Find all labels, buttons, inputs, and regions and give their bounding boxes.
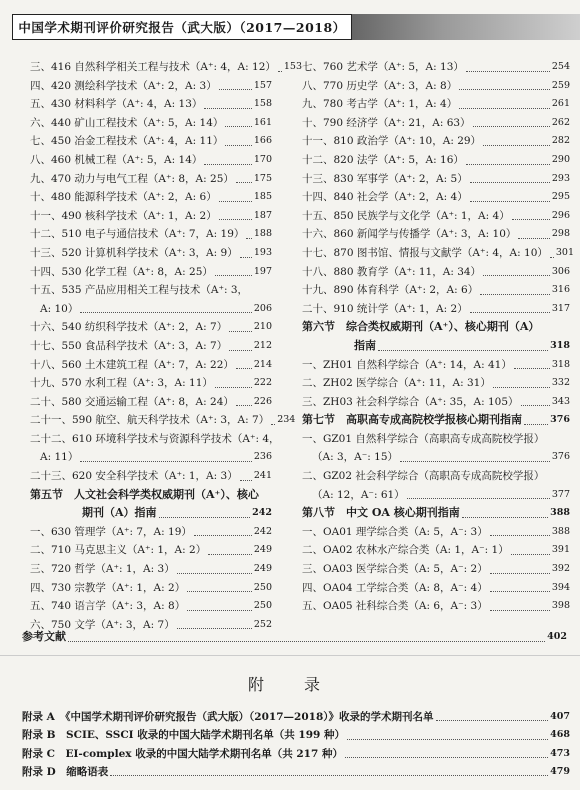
toc-entry-title: 二十二、610 环境科学技术与资源科学技术（A⁺: 4，	[30, 432, 280, 445]
leader-dots	[524, 424, 548, 425]
toc-entry-page: 318	[551, 358, 570, 370]
toc-entry[interactable]	[30, 188, 272, 207]
toc-entry-title: 第七节 高职高专成高院校学报核心期刊指南	[302, 413, 522, 427]
toc-entry-title: 十八、880 教育学（A⁺: 11，A: 34）	[302, 265, 482, 278]
toc-entry-page: 343	[551, 395, 570, 407]
header-title: 中国学术期刊评价研究报告（武大版）（2017—2018）	[18, 20, 346, 35]
toc-entry-page: 234	[277, 414, 296, 426]
toc-entry-title: 第五节 人文社会科学类权威期刊（A⁺）、核心	[30, 487, 259, 501]
leader-dots	[208, 554, 252, 555]
toc-entry-page: 262	[551, 116, 570, 128]
toc-entry-page: 241	[253, 470, 272, 482]
leader-dots	[236, 368, 252, 369]
toc-entry-title: A: 10）	[40, 302, 79, 315]
toc-entry-page: 185	[253, 191, 272, 203]
toc-entry-page: 236	[253, 451, 272, 463]
toc-entry-page: 166	[253, 135, 272, 147]
leader-dots	[345, 757, 548, 758]
toc-entry-page: 298	[551, 228, 570, 240]
leader-dots	[470, 201, 550, 202]
leader-dots	[550, 257, 554, 258]
toc-entry-title: 八、770 历史学（A⁺: 3，A: 8）	[302, 79, 458, 92]
toc-entry[interactable]	[302, 300, 570, 319]
toc-entry-title: 二十三、620 安全科学技术（A⁺: 1，A: 3）	[30, 470, 238, 483]
toc-entry-page: 377	[551, 488, 570, 500]
leader-dots	[490, 535, 550, 536]
toc-entry-page: 293	[551, 172, 570, 184]
leader-dots	[204, 164, 251, 165]
leader-dots	[470, 312, 550, 313]
toc-entry[interactable]	[302, 541, 570, 560]
toc-entry[interactable]	[30, 58, 303, 77]
header-band	[352, 14, 580, 40]
toc-entry-page: 175	[253, 172, 272, 184]
toc-entry-page: 249	[253, 563, 272, 575]
toc-entry-page: 249	[253, 544, 272, 556]
toc-entry-title: 十一、810 政治学（A⁺: 10，A: 29）	[302, 135, 482, 148]
toc-entry[interactable]	[30, 523, 272, 542]
divider	[0, 655, 580, 656]
toc-entry[interactable]	[302, 170, 570, 189]
toc-entry-title: 十、790 经济学（A⁺: 21，A: 63）	[302, 116, 471, 129]
toc-entry-page: 388	[550, 507, 570, 519]
leader-dots	[436, 720, 549, 721]
toc-entry-title: 十六、540 纺织科学技术（A⁺: 2，A: 7）	[30, 321, 228, 334]
leader-dots	[271, 424, 275, 425]
toc-left-column	[30, 58, 303, 634]
toc-entry-title: 二十一、590 航空、航天科学技术（A⁺: 3，A: 7）	[30, 414, 270, 427]
toc-entry[interactable]	[302, 579, 570, 598]
toc-entry[interactable]	[302, 281, 570, 300]
toc-entry-page: 250	[253, 581, 272, 593]
toc-entry-title: 十四、530 化学工程（A⁺: 8，A: 25）	[30, 265, 213, 278]
toc-entry-page: 153	[283, 61, 303, 72]
toc-entry[interactable]	[302, 356, 570, 375]
toc-entry-page: 214	[253, 358, 272, 370]
leader-dots	[194, 535, 252, 536]
toc-entry[interactable]	[30, 411, 296, 430]
toc-entry-page: 187	[253, 209, 272, 221]
toc-entry[interactable]	[30, 356, 272, 375]
toc-entry-page: 301	[555, 246, 575, 258]
leader-dots	[483, 275, 550, 276]
toc-entry[interactable]	[302, 467, 570, 486]
toc-entry-page: 407	[550, 711, 570, 722]
toc-entry-title: 第八节 中文 OA 核心期刊指南	[302, 506, 460, 520]
toc-right-column	[302, 58, 575, 616]
toc-entry-title: 二、ZH02 医学综合（A⁺: 11，A: 31）	[302, 377, 491, 390]
leader-dots	[219, 89, 252, 90]
toc-entry-page: 391	[551, 544, 570, 556]
toc-entry-page: 161	[253, 116, 272, 128]
toc-entry[interactable]	[30, 132, 272, 151]
toc-entry-title: 指南	[354, 338, 376, 352]
leader-dots	[219, 219, 252, 220]
toc-entry-page: 306	[551, 265, 570, 277]
toc-entry[interactable]	[302, 244, 575, 263]
toc-entry-title: 七、760 艺术学（A⁺: 5，A: 13）	[302, 61, 464, 73]
toc-entry[interactable]	[302, 560, 570, 579]
toc-entry[interactable]	[302, 207, 570, 226]
toc-entry[interactable]	[302, 188, 570, 207]
toc-entry[interactable]	[30, 281, 272, 300]
toc-entry-title: 八、460 机械工程（A⁺: 5，A: 14）	[30, 153, 203, 166]
toc-entry-page: 212	[253, 339, 272, 351]
leader-dots	[246, 238, 251, 239]
toc-entry[interactable]	[30, 560, 272, 579]
toc-entry-title: 第六节 综合类权威期刊（A⁺）、核心期刊（A）	[302, 320, 540, 334]
toc-entry[interactable]	[22, 763, 570, 781]
references-page: 402	[547, 631, 567, 642]
toc-entry-title: 附录 B SCIE、SSCI 收录的中国大陆学术期刊名单（共 199 种）	[22, 729, 345, 742]
toc-entry-title: 三、720 哲学（A⁺: 1，A: 3）	[30, 563, 175, 576]
toc-entry-title: 附录 C EI-complex 收录的中国大陆学术期刊名单（共 217 种）	[22, 747, 343, 760]
leader-dots	[490, 610, 550, 611]
toc-entry-title: 一、630 管理学（A⁺: 7，A: 19）	[30, 525, 192, 538]
toc-entry-title: 二十、580 交通运输工程（A⁺: 8，A: 24）	[30, 395, 234, 408]
toc-entry-title: （A: 3，A⁻: 15）	[312, 451, 398, 464]
leader-dots	[518, 238, 549, 239]
toc-entry-page: 250	[253, 600, 272, 612]
toc-entry-title: 二、710 马克思主义（A⁺: 1，A: 2）	[30, 544, 207, 557]
toc-entry-page: 252	[253, 618, 272, 630]
toc-entry-page: 376	[551, 451, 570, 463]
toc-entry[interactable]	[30, 77, 272, 96]
toc-entry-page: 473	[550, 747, 570, 759]
toc-entry-page: 318	[550, 339, 570, 351]
toc-entry-page: 392	[551, 563, 570, 575]
toc-entry-title: 二、OA02 农林水产综合类（A: 1，A⁻: 1）	[302, 544, 509, 557]
toc-entry-title: 十五、535 产品应用相关工程与技术（A⁺: 3，	[30, 284, 249, 297]
toc-entry[interactable]	[22, 726, 570, 744]
toc-entry[interactable]	[30, 207, 272, 226]
toc-entry[interactable]	[302, 114, 570, 133]
toc-entry-page: 388	[551, 525, 570, 537]
toc-entry-page: 296	[551, 209, 570, 221]
leader-dots	[462, 517, 548, 518]
leader-dots	[470, 182, 550, 183]
toc-entry[interactable]	[302, 225, 570, 244]
toc-entry-page: 170	[253, 153, 272, 165]
leader-dots	[490, 573, 550, 574]
toc-entry-title: 十七、870 图书馆、情报与文献学（A⁺: 4，A: 10）	[302, 246, 548, 259]
toc-entry-title: 十一、490 核科学技术（A⁺: 1，A: 2）	[30, 209, 217, 222]
toc-entry-page: 242	[252, 507, 272, 519]
toc-entry-page: 282	[551, 135, 570, 147]
toc-entry-title: 二、GZ02 社会科学综合（高职高专成高院校学报）	[302, 470, 545, 483]
toc-entry[interactable]	[302, 95, 570, 114]
toc-entry-title: 五、OA05 社科综合类（A: 6，A⁻: 3）	[302, 600, 488, 613]
toc-entry-title: 十、480 能源科学技术（A⁺: 2，A: 6）	[30, 191, 217, 204]
toc-entry[interactable]	[30, 114, 272, 133]
toc-entry-title: 期刊（A）指南	[82, 506, 157, 520]
appendix-title: 附 录	[247, 675, 332, 694]
toc-entry[interactable]	[302, 597, 570, 616]
leader-dots	[219, 201, 252, 202]
toc-entry-page: 254	[551, 61, 570, 72]
leader-dots	[80, 312, 252, 313]
toc-entry-title: 二十、910 统计学（A⁺: 1，A: 2）	[302, 302, 468, 315]
leader-dots	[177, 573, 252, 574]
leader-dots	[521, 405, 550, 406]
toc-entry[interactable]	[30, 263, 272, 282]
toc-entry-page: 157	[253, 79, 272, 91]
leader-dots	[110, 775, 548, 776]
toc-entry[interactable]	[302, 430, 570, 449]
toc-entry-title: （A: 12，A⁻: 61）	[312, 488, 405, 501]
leader-dots	[347, 739, 548, 740]
toc-entry-title: 附录 A 《中国学术期刊评价研究报告（武大版）（2017—2018）》收录的学术期刊名单	[22, 711, 434, 723]
toc-entry[interactable]	[30, 393, 272, 412]
toc-entry-title: 七、450 冶金工程技术（A⁺: 4，A: 11）	[30, 135, 224, 148]
toc-entry[interactable]	[302, 77, 570, 96]
toc-entry[interactable]	[302, 151, 570, 170]
leader-dots	[278, 71, 282, 72]
references-entry[interactable]	[22, 628, 567, 647]
toc-entry-page: 332	[551, 377, 570, 389]
toc-entry-page: 316	[551, 284, 570, 296]
toc-entry-page: 188	[253, 228, 272, 240]
toc-entry[interactable]	[30, 337, 272, 356]
leader-dots	[187, 610, 252, 611]
leader-dots	[511, 554, 550, 555]
leader-dots	[225, 126, 251, 127]
toc-entry-title: 一、ZH01 自然科学综合（A⁺: 14，A: 41）	[302, 358, 512, 371]
leader-dots	[466, 164, 550, 165]
toc-entry-page: 290	[551, 153, 570, 165]
toc-entry-page: 295	[551, 191, 570, 203]
references-label: 参考文献	[22, 630, 66, 643]
toc-entry[interactable]	[30, 579, 272, 598]
toc-entry-title: 四、730 宗教学（A⁺: 1，A: 2）	[30, 581, 186, 594]
toc-entry[interactable]	[30, 374, 272, 393]
toc-entry[interactable]	[302, 132, 570, 151]
toc-entry-title: 十三、830 军事学（A⁺: 2，A: 5）	[302, 172, 468, 185]
toc-entry[interactable]	[30, 597, 272, 616]
appendix-list	[22, 708, 570, 781]
running-header	[12, 14, 352, 40]
toc-entry[interactable]	[302, 318, 570, 337]
leader-dots	[480, 294, 550, 295]
toc-entry-title: 十六、860 新闻学与传播学（A⁺: 3，A: 10）	[302, 228, 517, 241]
toc-entry[interactable]	[302, 58, 570, 77]
toc-entry-title: 四、420 测绘科学技术（A⁺: 2，A: 3）	[30, 79, 217, 92]
leader-dots	[514, 368, 550, 369]
toc-entry-page: 197	[253, 265, 272, 277]
toc-entry-page: 210	[253, 321, 272, 333]
toc-entry-page: 242	[253, 525, 272, 537]
toc-entry-page: 317	[551, 302, 570, 314]
toc-entry-title: A: 11）	[40, 451, 79, 464]
toc-entry[interactable]	[30, 95, 272, 114]
leader-dots	[159, 517, 251, 518]
toc-entry-page: 226	[253, 395, 272, 407]
leader-dots	[473, 126, 550, 127]
leader-dots	[512, 219, 550, 220]
toc-entry[interactable]	[302, 486, 570, 505]
toc-entry-title: 六、750 文学（A⁺: 3，A: 7）	[30, 618, 175, 631]
toc-entry[interactable]	[30, 225, 272, 244]
toc-entry[interactable]	[302, 411, 570, 430]
toc-entry-title: 四、OA04 工学综合类（A: 8，A⁻: 4）	[302, 581, 488, 594]
toc-entry[interactable]	[302, 374, 570, 393]
leader-dots	[493, 387, 550, 388]
toc-entry-title: 十二、510 电子与通信技术（A⁺: 7，A: 19）	[30, 228, 245, 241]
toc-entry[interactable]	[302, 504, 570, 523]
toc-entry[interactable]	[30, 244, 272, 263]
toc-entry-page: 206	[253, 302, 272, 314]
toc-entry-title: 三、416 自然科学相关工程与技术（A⁺: 4，A: 12）	[30, 61, 276, 73]
toc-entry-page: 222	[253, 377, 272, 389]
leader-dots	[236, 182, 252, 183]
leader-dots	[187, 591, 252, 592]
toc-entry-title: 十五、850 民族学与文化学（A⁺: 1，A: 4）	[302, 209, 510, 222]
leader-dots	[204, 108, 251, 109]
toc-entry[interactable]	[30, 467, 272, 486]
toc-entry-title: 十七、550 食品科学技术（A⁺: 3，A: 7）	[30, 339, 228, 352]
toc-entry-page: 394	[551, 581, 570, 593]
toc-entry-title: 附录 D 缩略语表	[22, 765, 109, 778]
toc-entry-title: 九、780 考古学（A⁺: 1，A: 4）	[302, 98, 458, 111]
toc-entry[interactable]	[302, 448, 570, 467]
toc-entry-title: 十八、560 土木建筑工程（A⁺: 7，A: 22）	[30, 358, 234, 371]
toc-entry-title: 九、470 动力与电气工程（A⁺: 8，A: 25）	[30, 172, 234, 185]
leader-dots	[459, 108, 550, 109]
leader-dots	[400, 461, 550, 462]
toc-entry-page: 193	[253, 246, 272, 258]
toc-entry[interactable]	[30, 151, 272, 170]
toc-entry[interactable]	[30, 300, 272, 319]
toc-entry[interactable]	[302, 523, 570, 542]
toc-entry-title: 三、ZH03 社会科学综合（A⁺: 35，A: 105）	[302, 395, 519, 408]
toc-entry-title: 十九、570 水利工程（A⁺: 3，A: 11）	[30, 377, 213, 390]
toc-entry-title: 六、440 矿山工程技术（A⁺: 5，A: 14）	[30, 116, 224, 129]
leader-dots	[240, 257, 252, 258]
toc-entry-page: 259	[551, 79, 570, 91]
toc-entry[interactable]	[30, 430, 280, 449]
toc-entry-page: 261	[551, 98, 570, 110]
leader-dots	[225, 145, 251, 146]
toc-entry-page: 376	[550, 414, 570, 426]
toc-entry-page: 398	[551, 600, 570, 612]
toc-entry-title: 一、GZ01 自然科学综合（高职高专成高院校学报）	[302, 432, 545, 445]
toc-entry[interactable]	[30, 541, 272, 560]
toc-entry-title: 五、740 语言学（A⁺: 3，A: 8）	[30, 600, 186, 613]
leader-dots	[459, 89, 550, 90]
toc-entry[interactable]	[302, 263, 570, 282]
toc-entry-page: 479	[550, 765, 570, 777]
leader-dots	[215, 387, 252, 388]
toc-entry-title: 十二、820 法学（A⁺: 5，A: 16）	[302, 153, 464, 166]
toc-entry[interactable]	[22, 708, 570, 726]
toc-entry-title: 一、OA01 理学综合类（A: 5，A⁻: 3）	[302, 525, 488, 538]
toc-entry[interactable]	[30, 318, 272, 337]
leader-dots	[215, 275, 252, 276]
toc-entry[interactable]	[30, 486, 272, 505]
toc-entry[interactable]	[30, 448, 272, 467]
toc-entry-page: 158	[253, 98, 272, 110]
toc-entry[interactable]	[22, 745, 570, 763]
leader-dots	[407, 498, 550, 499]
leader-dots	[80, 461, 252, 462]
toc-entry[interactable]	[302, 337, 570, 356]
leader-dots	[378, 350, 548, 351]
toc-entry-page: 468	[550, 729, 570, 741]
leader-dots	[490, 591, 550, 592]
toc-entry[interactable]	[302, 393, 570, 412]
leader-dots	[229, 350, 252, 351]
leader-dots	[466, 71, 550, 72]
toc-entry[interactable]	[30, 504, 272, 523]
leader-dots	[229, 331, 252, 332]
toc-entry-title: 十三、520 计算机科学技术（A⁺: 3，A: 9）	[30, 246, 238, 259]
leader-dots	[236, 405, 252, 406]
leader-dots	[240, 480, 252, 481]
toc-entry[interactable]	[30, 170, 272, 189]
toc-entry-title: 十四、840 社会学（A⁺: 2，A: 4）	[302, 191, 468, 204]
leader-dots	[483, 145, 550, 146]
toc-entry-title: 三、OA03 医学综合类（A: 5，A⁻: 2）	[302, 563, 488, 576]
toc-entry-title: 十九、890 体育科学（A⁺: 2，A: 6）	[302, 284, 479, 297]
toc-entry-title: 五、430 材料科学（A⁺: 4，A: 13）	[30, 98, 203, 111]
